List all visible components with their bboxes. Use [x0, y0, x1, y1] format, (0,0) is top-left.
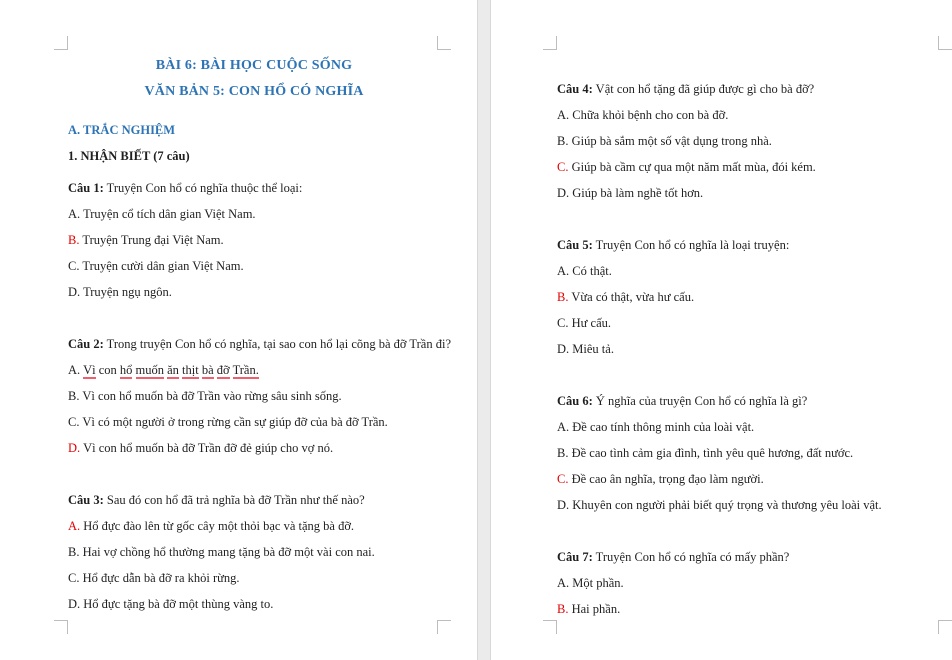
question-block: [557, 232, 941, 362]
question-text: Ý nghĩa của truyện Con hổ có nghĩa là gì?: [592, 394, 808, 408]
answer-letter: A.: [557, 420, 570, 434]
answer-option-text: Hổ đực đào lên từ gốc cây một thỏi bạc và tặng bà đỡ.: [83, 519, 355, 533]
answer-option-line: [68, 227, 440, 253]
question-line: [68, 487, 440, 513]
question-text: Vật con hổ tặng đã giúp được gì cho bà đỡ?: [592, 82, 815, 96]
answer-option-line: [68, 357, 440, 383]
answer-letter-correct: A.: [68, 519, 81, 533]
question-line: [557, 388, 941, 414]
answer-option-line: [557, 596, 941, 622]
question-label: Câu 4:: [557, 82, 593, 96]
answer-letter: C.: [557, 316, 569, 330]
question-block: [68, 487, 440, 617]
margin-crop-mark-bottom-left: [54, 620, 68, 634]
answer-option-text: Hai vợ chồng hổ thường mang tặng bà đỡ một vài con nai.: [82, 545, 375, 559]
answer-option-text: Chữa khỏi bệnh cho con bà đỡ.: [572, 108, 729, 122]
question-label: Câu 5:: [557, 238, 593, 252]
answer-option-line: [68, 513, 440, 539]
spellcheck-underline: thịt: [182, 363, 199, 377]
answer-option-text: Đề cao tình cảm gia đình, tình yêu quê hương, đất nước.: [571, 446, 854, 460]
answer-option-text: Một phần.: [572, 576, 624, 590]
margin-crop-mark-top-right: [938, 36, 952, 50]
answer-letter-correct: B.: [557, 290, 569, 304]
question-label: Câu 1:: [68, 181, 104, 195]
answer-option-line: [557, 180, 941, 206]
margin-crop-mark-bottom-right: [437, 620, 451, 634]
answer-option-text: Miêu tả.: [572, 342, 614, 356]
page-left-text-area[interactable]: [68, 53, 451, 617]
answer-letter: C.: [68, 259, 80, 273]
page-gap: [477, 0, 491, 660]
subsection-heading: 1. NHẬN BIẾT (7 câu): [68, 149, 190, 163]
answer-letter: C.: [68, 415, 80, 429]
page-right-text-area[interactable]: [557, 53, 941, 622]
spellcheck-underline: muốn: [135, 363, 164, 377]
answer-option-line: [557, 440, 941, 466]
question-line: [557, 76, 941, 102]
answer-letter: B.: [68, 545, 80, 559]
question-label: Câu 7:: [557, 550, 593, 564]
document-title: BÀI 6: BÀI HỌC CUỘC SỐNG: [155, 58, 353, 73]
answer-option-line: [68, 383, 440, 409]
question-label: Câu 2:: [68, 337, 104, 351]
question-line: [68, 331, 451, 357]
answer-letter: A.: [557, 108, 570, 122]
answer-option-line: [68, 591, 440, 617]
answer-letter: B.: [68, 389, 80, 403]
answer-option-line: [68, 279, 440, 305]
spellcheck-underline: bà: [201, 363, 214, 377]
answer-option-text: Giúp bà sắm một số vật dụng trong nhà.: [571, 134, 772, 148]
spellcheck-underline: ăn: [167, 363, 179, 377]
question-line: [68, 175, 440, 201]
answer-letter: D.: [557, 342, 570, 356]
question-block: [557, 76, 941, 206]
answer-option-text: Truyện cổ tích dân gian Việt Nam.: [83, 207, 256, 221]
answer-option-line: [557, 414, 941, 440]
question-text: Truyện Con hổ có nghĩa thuộc thể loại:: [103, 181, 303, 195]
answer-option-line: [68, 539, 440, 565]
answer-option-text: Hổ đực tặng bà đỡ một thùng vàng to.: [83, 597, 274, 611]
answer-option-text: Hai phần.: [571, 602, 621, 616]
answer-option-line: [68, 201, 440, 227]
answer-option-text: Hư cấu.: [571, 316, 611, 330]
answer-letter: A.: [557, 576, 570, 590]
margin-crop-mark-top-left: [543, 36, 557, 50]
answer-option-text: Truyện cười dân gian Việt Nam.: [82, 259, 244, 273]
answer-letter-correct: C.: [557, 160, 569, 174]
answer-option-text: Đề cao tính thông minh của loài vật.: [572, 420, 755, 434]
answer-letter-correct: C.: [557, 472, 569, 486]
spellcheck-underline: Vì: [83, 363, 96, 377]
answer-option-line: [557, 310, 941, 336]
answer-option-line: [68, 409, 440, 435]
question-block: [68, 175, 440, 305]
question-text: Trong truyện Con hổ có nghĩa, tại sao con hổ lại cõng bà đỡ Trần đi?: [103, 337, 451, 351]
margin-crop-mark-top-left: [54, 36, 68, 50]
answer-option-text: Vì con hổ muốn bà đỡ Trần đỡ đẻ giúp cho vợ nó.: [83, 441, 334, 455]
answer-option-line: [68, 253, 440, 279]
margin-crop-mark-top-right: [437, 36, 451, 50]
question-block: [557, 388, 941, 518]
spellcheck-underline: hổ: [119, 363, 133, 377]
answer-option-text: Truyện Trung đại Việt Nam.: [82, 233, 224, 247]
answer-option-text: Hổ đực dẫn bà đỡ ra khỏi rừng.: [82, 571, 240, 585]
answer-letter: D.: [68, 285, 81, 299]
answer-letter: A.: [557, 264, 570, 278]
question-text: Sau đó con hổ đã trả nghĩa bà đỡ Trần như thế nào?: [103, 493, 365, 507]
answer-letter: D.: [68, 597, 81, 611]
answer-option-line: [557, 284, 941, 310]
questions-page-left: [68, 175, 451, 617]
answer-option-line: [557, 258, 941, 284]
answer-letter-correct: D.: [68, 441, 81, 455]
answer-option-line: [557, 154, 941, 180]
question-label: Câu 3:: [68, 493, 104, 507]
answer-option-line: [68, 565, 440, 591]
answer-letter: C.: [68, 571, 80, 585]
spellcheck-underline: Trần.: [232, 363, 259, 377]
answer-letter-correct: B.: [68, 233, 80, 247]
margin-crop-mark-bottom-left: [543, 620, 557, 634]
question-text: Truyện Con hổ có nghĩa là loại truyện:: [592, 238, 790, 252]
question-line: [557, 544, 941, 570]
answer-option-text: Vì con hổ muốn bà đỡ Trần vào rừng sâu sinh sống.: [82, 389, 342, 403]
answer-option-line: [557, 492, 941, 518]
answer-option-text: Giúp bà cầm cự qua một năm mất mùa, đói kém.: [571, 160, 816, 174]
answer-option-line: [557, 336, 941, 362]
answer-option-text: Giúp bà làm nghề tốt hơn.: [572, 186, 704, 200]
answer-option-text: Khuyên con người phải biết quý trọng và thương yêu loài vật.: [572, 498, 882, 512]
question-line: [557, 232, 941, 258]
question-block: [557, 544, 941, 622]
document-subtitle: VĂN BẢN 5: CON HỔ CÓ NGHĨA: [144, 84, 364, 99]
question-text: Truyện Con hổ có nghĩa có mấy phần?: [592, 550, 790, 564]
question-label: Câu 6:: [557, 394, 593, 408]
answer-option-line: [557, 102, 941, 128]
answer-option-text: Vừa có thật, vừa hư cấu.: [571, 290, 695, 304]
answer-option-text: Có thật.: [572, 264, 612, 278]
margin-crop-mark-bottom-right: [938, 620, 952, 634]
answer-letter: B.: [557, 134, 569, 148]
answer-option-line: [68, 435, 440, 461]
answer-letter: A.: [68, 363, 81, 377]
answer-option-text: Vì có một người ở trong rừng cần sự giúp đỡ của bà đỡ Trần.: [82, 415, 388, 429]
answer-option-line: [557, 570, 941, 596]
answer-option-line: [557, 466, 941, 492]
answer-option-text: Truyện ngụ ngôn.: [83, 285, 172, 299]
answer-letter-correct: B.: [557, 602, 569, 616]
answer-letter: B.: [557, 446, 569, 460]
page-right: [491, 0, 952, 660]
answer-option-text: Đề cao ân nghĩa, trọng đạo làm người.: [571, 472, 764, 486]
section-heading: A. TRẮC NGHIỆM: [68, 123, 176, 137]
answer-option-line: [557, 128, 941, 154]
answer-letter: A.: [68, 207, 81, 221]
spellcheck-underline: đỡ: [216, 363, 230, 377]
answer-option-text: Vì con hổ muốn ăn thịt bà đỡ Trần.: [83, 363, 259, 377]
answer-letter: D.: [557, 186, 570, 200]
answer-letter: D.: [557, 498, 570, 512]
question-block: [68, 331, 451, 461]
